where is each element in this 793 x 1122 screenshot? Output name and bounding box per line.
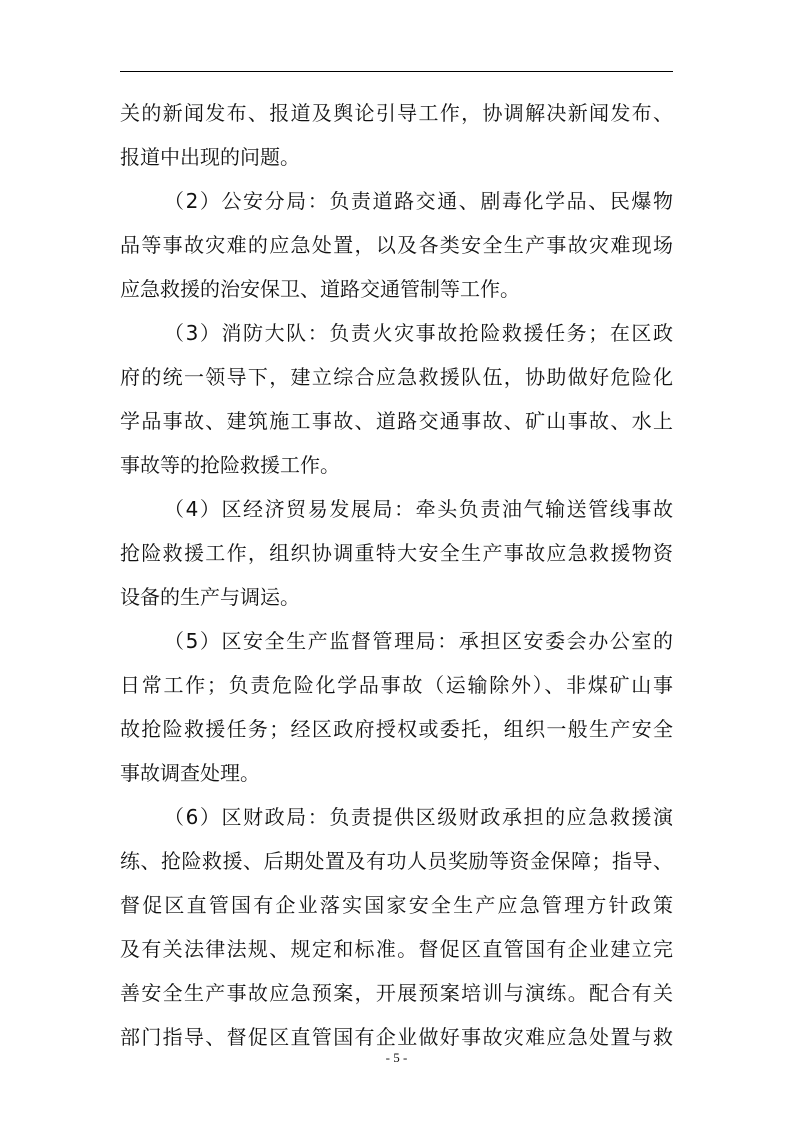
text-line: 报道中出现的问题。 (120, 145, 300, 169)
paragraph-start: （2）公安分局：负责道路交通、剧毒化学品、民爆物 (164, 189, 673, 213)
page-number: - 5 - (385, 1050, 408, 1065)
text-line: 善安全生产事故应急预案，开展预案培训与演练。配合有关 (120, 981, 673, 1005)
text-line: 学品事故、建筑施工事故、道路交通事故、矿山事故、水上 (120, 409, 673, 433)
paragraph-start: （5）区安全生产监督管理局：承担区安委会办公室的 (164, 629, 673, 653)
text-line: 抢险救援工作，组织协调重特大安全生产事故应急救援物资 (120, 541, 673, 565)
text-line: 府的统一领导下，建立综合应急救援队伍，协助做好危险化 (120, 365, 673, 389)
document-body (120, 101, 673, 1069)
text-line: 部门指导、督促区直管国有企业做好事故灾难应急处置与救 (120, 1025, 673, 1049)
text-line: 设备的生产与调运。 (120, 585, 300, 609)
text-line: 日常工作；负责危险化学品事故（运输除外）、非煤矿山事 (120, 673, 673, 697)
paragraph-start: （3）消防大队：负责火灾事故抢险救援任务；在区政 (164, 321, 673, 345)
text-line: 及有关法律法规、规定和标准。督促区直管国有企业建立完 (120, 937, 673, 961)
paragraph-start: （6）区财政局：负责提供区级财政承担的应急救援演 (164, 805, 673, 829)
text-line: 督促区直管国有企业落实国家安全生产应急管理方针政策 (120, 893, 673, 917)
header-rule (120, 71, 673, 72)
text-line: 故抢险救援任务；经区政府授权或委托，组织一般生产安全 (120, 717, 673, 741)
text-line: 练、抢险救援、后期处置及有功人员奖励等资金保障；指导、 (120, 849, 673, 873)
text-line: 应急救援的治安保卫、道路交通管制等工作。 (120, 277, 520, 301)
text-line: 事故等的抢险救援工作。 (120, 453, 340, 477)
text-line: 事故调查处理。 (120, 761, 260, 785)
text-line: 关的新闻发布、报道及舆论引导工作，协调解决新闻发布、 (120, 101, 673, 125)
text-line: 品等事故灾难的应急处置，以及各类安全生产事故灾难现场 (120, 233, 673, 257)
paragraph-start: （4）区经济贸易发展局：牵头负责油气输送管线事故 (164, 497, 673, 521)
